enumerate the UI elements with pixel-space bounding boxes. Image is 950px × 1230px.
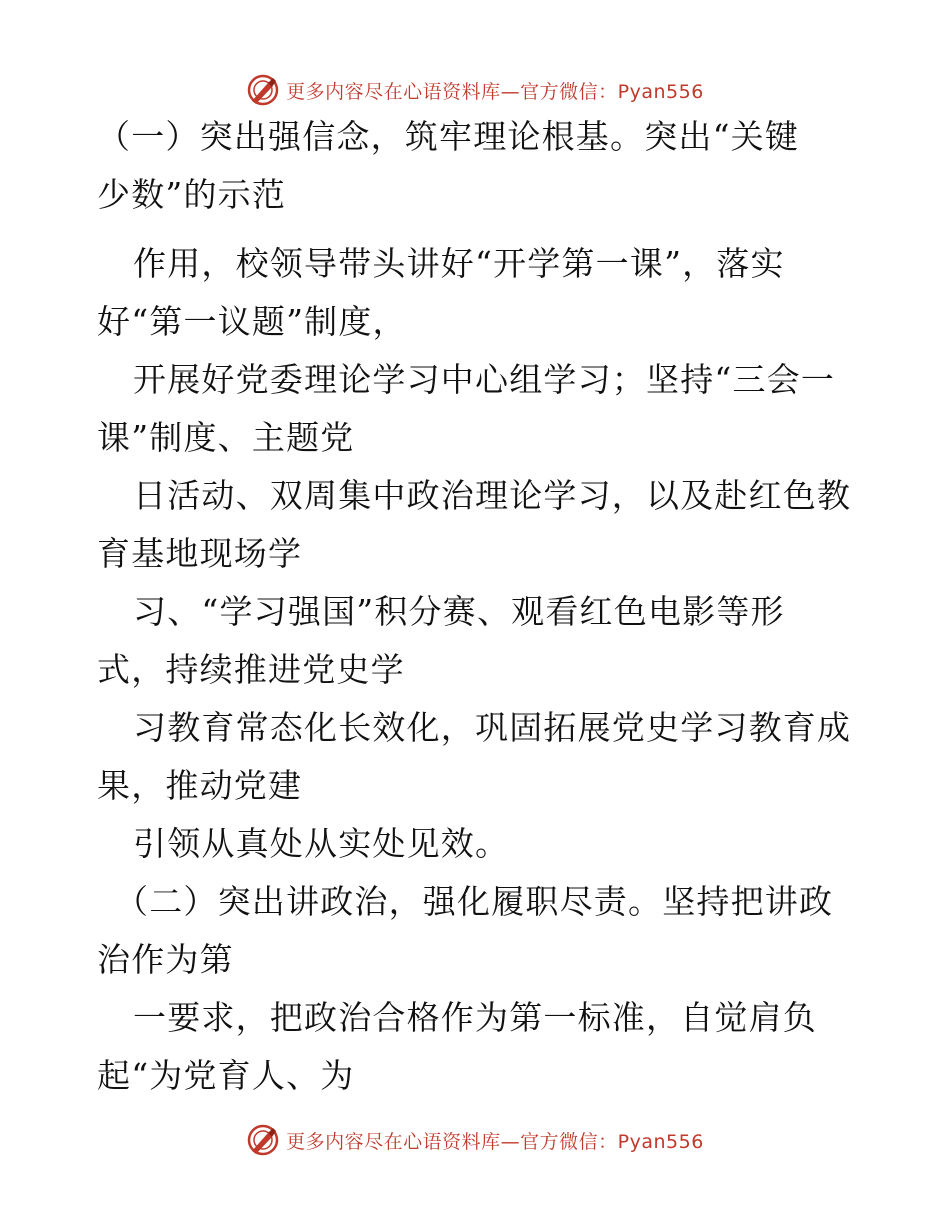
text-line: 起“为党育人、为 bbox=[97, 1056, 355, 1095]
text-line: 式，持续推进党史学 bbox=[97, 650, 405, 689]
text-line: 日活动、双周集中政治理论学习，以及赴红色教 bbox=[133, 476, 852, 515]
header-watermark-text: 更多内容尽在心语资料库—官方微信：Pyan556 bbox=[286, 80, 704, 103]
footer-watermark bbox=[0, 1120, 950, 1160]
text-line: 习教育常态化长效化，巩固拓展党史学习教育成 bbox=[133, 708, 852, 747]
text-line: 好“第一议题”制度， bbox=[97, 302, 407, 341]
footer-watermark-inner bbox=[246, 1123, 704, 1157]
text-line: （二）突出讲政治，强化履职尽责。坚持把讲政 bbox=[115, 882, 834, 921]
text-line: 引领从真处从实处见效。 bbox=[133, 824, 510, 863]
text-line: 果，推动党建 bbox=[97, 766, 303, 805]
text-line: 一要求，把政治合格作为第一标准，自觉肩负 bbox=[133, 998, 817, 1037]
text-line: 少数”的示范 bbox=[97, 175, 287, 214]
footer-watermark-text: 更多内容尽在心语资料库—官方微信：Pyan556 bbox=[286, 1130, 704, 1153]
text-line: 作用，校领导带头讲好“开学第一课”，落实 bbox=[133, 244, 785, 283]
text-line: （一）突出强信念，筑牢理论根基。突出“关键 bbox=[97, 117, 800, 156]
text-line: 开展好党委理论学习中心组学习；坚持“三会一 bbox=[133, 360, 836, 399]
text-line: 育基地现场学 bbox=[97, 534, 303, 573]
pen-logo-icon bbox=[246, 1123, 280, 1157]
pen-logo-icon bbox=[246, 73, 280, 107]
header-watermark-inner bbox=[246, 73, 704, 107]
text-line: 课”制度、主题党 bbox=[97, 418, 355, 457]
header-watermark bbox=[0, 70, 950, 110]
text-line: 治作为第 bbox=[97, 940, 234, 979]
text-line: 习、“学习强国”积分赛、观看红色电影等形 bbox=[133, 592, 785, 631]
